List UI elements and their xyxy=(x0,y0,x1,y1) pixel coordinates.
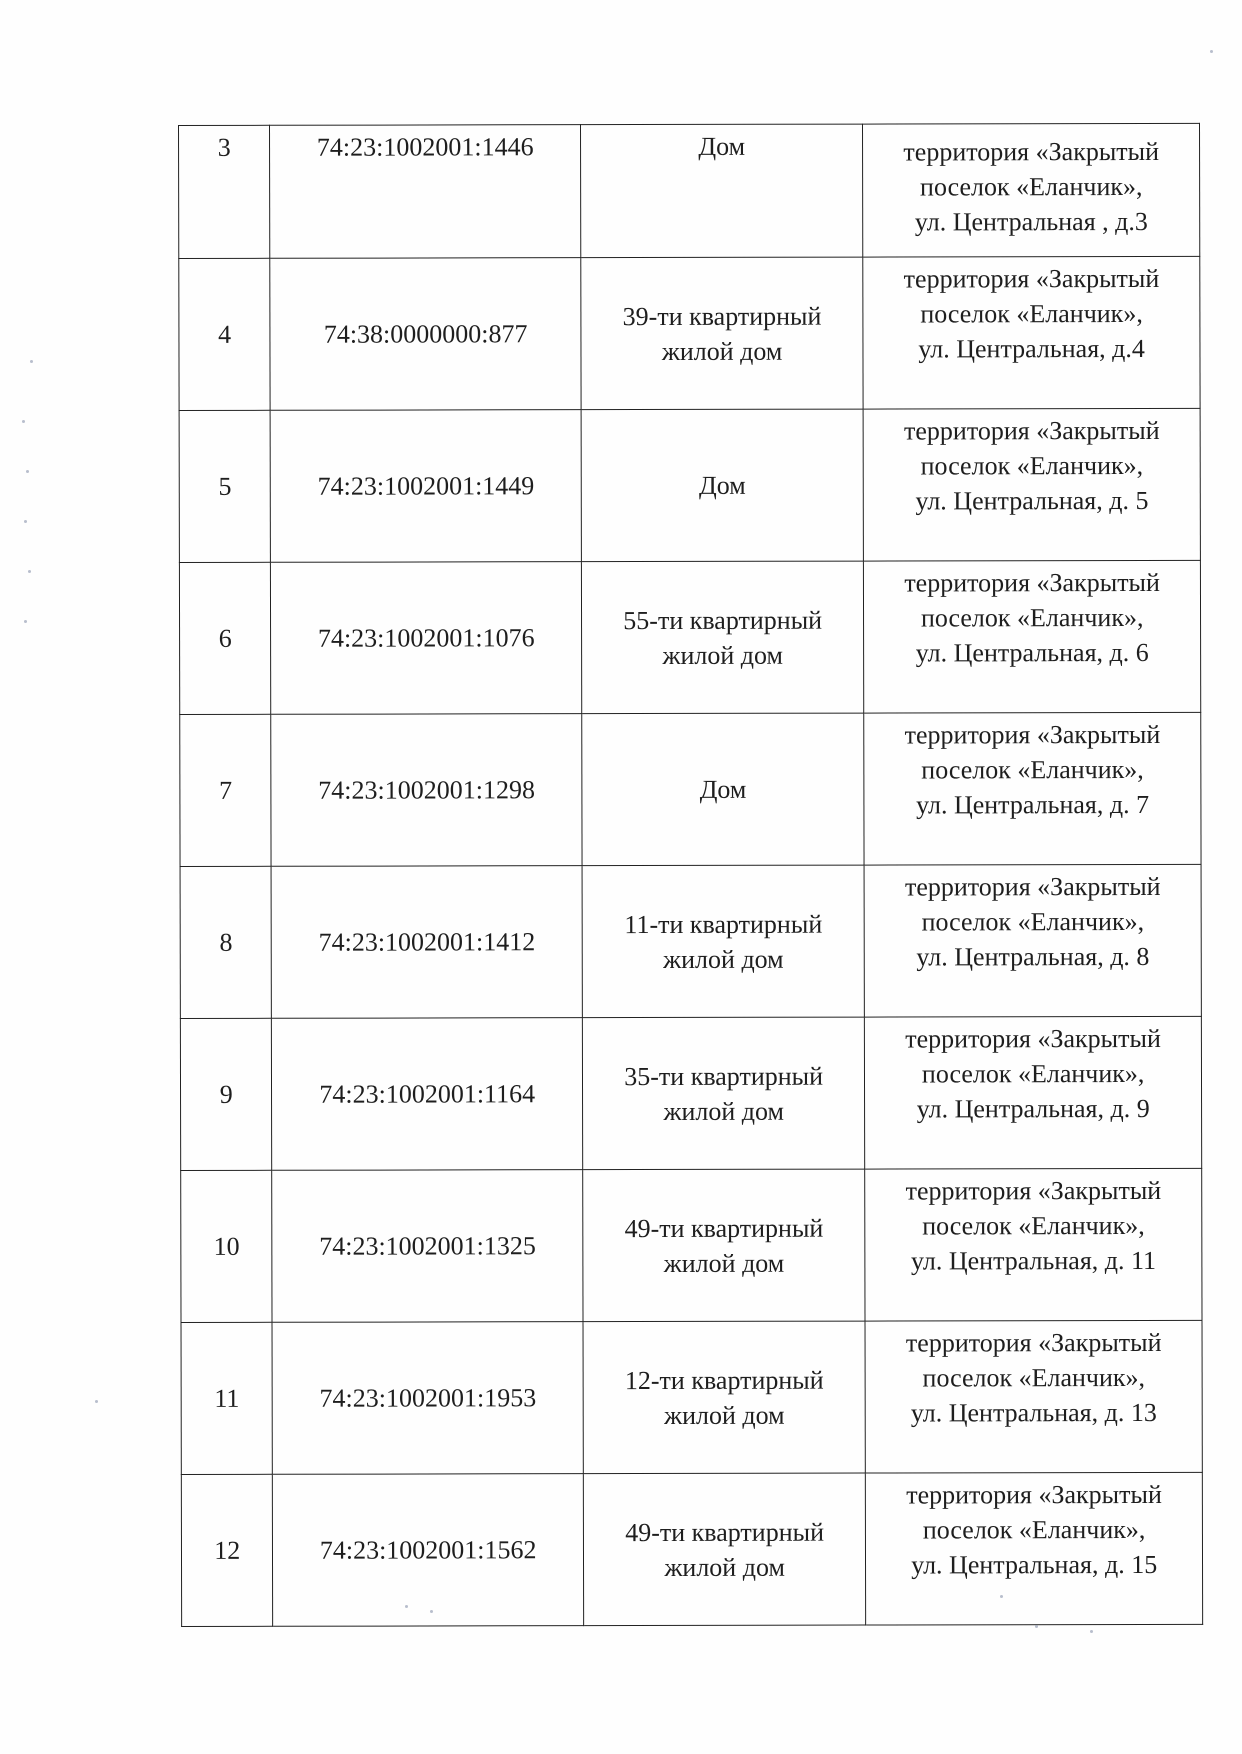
object-type xyxy=(580,124,863,258)
address-line: ул. Центральная, д. 8 xyxy=(916,941,1150,972)
address-line: ул. Центральная, д. 15 xyxy=(911,1549,1158,1580)
scan-speck xyxy=(405,1605,408,1608)
object-type-line: жилой дом xyxy=(663,1248,785,1278)
object-type-line: 55-ти квартирный xyxy=(623,605,823,635)
scan-speck xyxy=(26,470,29,473)
scan-speck xyxy=(1035,1625,1038,1628)
scan-speck xyxy=(28,570,31,573)
scan-speck xyxy=(24,520,27,523)
address-line: территория «Закрытый xyxy=(903,263,1160,294)
table-row xyxy=(180,1016,1201,1170)
row-number: 7 xyxy=(180,714,272,866)
object-type-line: 49-ти квартирный xyxy=(624,1213,824,1243)
cadastral-number: 74:23:1002001:1449 xyxy=(271,410,582,563)
row-number: 5 xyxy=(179,410,271,562)
object-type-line: жилой дом xyxy=(664,1552,785,1582)
address-line: поселок «Еланчик», xyxy=(922,1210,1145,1241)
address-line: территория «Закрытый xyxy=(906,1479,1162,1510)
object-type xyxy=(583,1473,866,1626)
address-line: поселок «Еланчик», xyxy=(920,298,1143,329)
object-address xyxy=(866,1472,1203,1625)
object-address xyxy=(864,560,1201,713)
table-row xyxy=(180,864,1201,1018)
object-address xyxy=(865,1320,1202,1473)
row-number: 10 xyxy=(181,1170,273,1322)
scan-speck xyxy=(30,360,33,363)
scan-speck xyxy=(24,620,27,623)
object-type-line: 39-ти квартирный xyxy=(622,301,822,331)
object-type-line: 49-ти квартирный xyxy=(625,1517,825,1547)
object-address xyxy=(864,712,1201,865)
cadastral-number: 74:23:1002001:1953 xyxy=(272,1322,583,1475)
object-type xyxy=(581,257,864,410)
object-type-line: жилой дом xyxy=(661,336,783,366)
row-number: 3 xyxy=(179,125,271,258)
object-type xyxy=(583,1321,866,1474)
address-line: территория «Закрытый xyxy=(904,871,1161,902)
scan-speck xyxy=(1090,1630,1093,1633)
address-line: ул. Центральная, д. 11 xyxy=(910,1245,1157,1276)
address-line: поселок «Еланчик», xyxy=(920,171,1143,202)
scan-speck xyxy=(430,1610,433,1613)
cadastral-number: 74:23:1002001:1076 xyxy=(271,562,582,715)
object-type-line: 35-ти квартирный xyxy=(624,1061,824,1091)
cadastral-number: 74:23:1002001:1412 xyxy=(271,866,582,1019)
object-type-line: жилой дом xyxy=(664,1400,785,1430)
address-line: территория «Закрытый xyxy=(905,1327,1162,1358)
row-number: 4 xyxy=(179,258,271,410)
scan-speck xyxy=(22,420,25,423)
object-type xyxy=(582,865,865,1018)
cadastral-number: 74:23:1002001:1164 xyxy=(272,1018,583,1171)
object-address xyxy=(863,408,1200,561)
table-row xyxy=(179,256,1200,410)
address-line: поселок «Еланчик», xyxy=(922,1514,1146,1545)
object-type xyxy=(582,1017,865,1170)
object-type-line: жилой дом xyxy=(662,640,784,670)
address-line: поселок «Еланчик», xyxy=(921,1058,1145,1089)
object-address xyxy=(863,123,1200,257)
address-line: ул. Центральная, д. 9 xyxy=(916,1093,1150,1124)
table-row xyxy=(181,1320,1202,1474)
scan-speck xyxy=(1210,50,1213,53)
row-number: 8 xyxy=(180,866,272,1018)
row-number: 9 xyxy=(180,1018,272,1170)
table-row xyxy=(179,560,1200,714)
cadastral-number: 74:23:1002001:1298 xyxy=(271,714,582,867)
table-row xyxy=(181,1168,1202,1322)
table-row xyxy=(181,1472,1202,1626)
object-type xyxy=(583,1169,866,1322)
object-address xyxy=(865,1016,1202,1169)
address-line: поселок «Еланчик», xyxy=(922,1362,1146,1393)
object-type-line: Дом xyxy=(699,774,747,804)
object-address xyxy=(864,864,1201,1017)
address-line: территория «Закрытый xyxy=(903,136,1160,167)
address-line: территория «Закрытый xyxy=(904,567,1160,598)
table-row xyxy=(179,123,1200,258)
object-type-line: 12-ти квартирный xyxy=(624,1365,824,1395)
address-line: поселок «Еланчик», xyxy=(920,450,1144,481)
address-line: территория «Закрытый xyxy=(904,719,1161,750)
object-type-line: Дом xyxy=(698,131,746,161)
cadastral-number: 74:23:1002001:1325 xyxy=(272,1170,583,1323)
scan-speck xyxy=(1000,1595,1003,1598)
cadastral-number: 74:23:1002001:1446 xyxy=(270,125,581,259)
address-line: поселок «Еланчик», xyxy=(921,754,1144,785)
table-row xyxy=(180,712,1201,866)
address-line: ул. Центральная, д.4 xyxy=(918,333,1145,364)
object-type-line: жилой дом xyxy=(663,1096,784,1126)
address-line: ул. Центральная, д. 7 xyxy=(916,789,1150,820)
row-number: 6 xyxy=(179,562,271,714)
row-number: 11 xyxy=(181,1322,273,1474)
address-line: ул. Центральная, д. 5 xyxy=(915,485,1149,516)
object-type xyxy=(581,409,864,562)
address-line: территория «Закрытый xyxy=(903,415,1160,446)
scan-speck xyxy=(95,1400,98,1403)
cadastral-number: 74:38:0000000:877 xyxy=(270,258,581,411)
object-type-line: Дом xyxy=(699,470,746,500)
property-table-body xyxy=(179,123,1203,1626)
address-line: поселок «Еланчик», xyxy=(920,602,1144,633)
object-type-line: жилой дом xyxy=(663,944,784,974)
address-line: ул. Центральная , д.3 xyxy=(914,206,1148,237)
property-table xyxy=(178,123,1203,1627)
address-line: территория «Закрытый xyxy=(905,1175,1162,1206)
object-type-line: 11-ти квартирный xyxy=(624,909,823,939)
address-line: ул. Центральная, д. 6 xyxy=(915,637,1149,668)
address-line: территория «Закрытый xyxy=(905,1023,1161,1054)
address-line: ул. Центральная, д. 13 xyxy=(910,1397,1157,1428)
object-address xyxy=(865,1168,1202,1321)
table-row xyxy=(179,408,1200,562)
object-type xyxy=(582,713,865,866)
object-type xyxy=(581,561,864,714)
object-address xyxy=(863,256,1200,409)
address-line: поселок «Еланчик», xyxy=(921,906,1145,937)
row-number: 12 xyxy=(181,1474,273,1626)
cadastral-number: 74:23:1002001:1562 xyxy=(273,1474,584,1627)
